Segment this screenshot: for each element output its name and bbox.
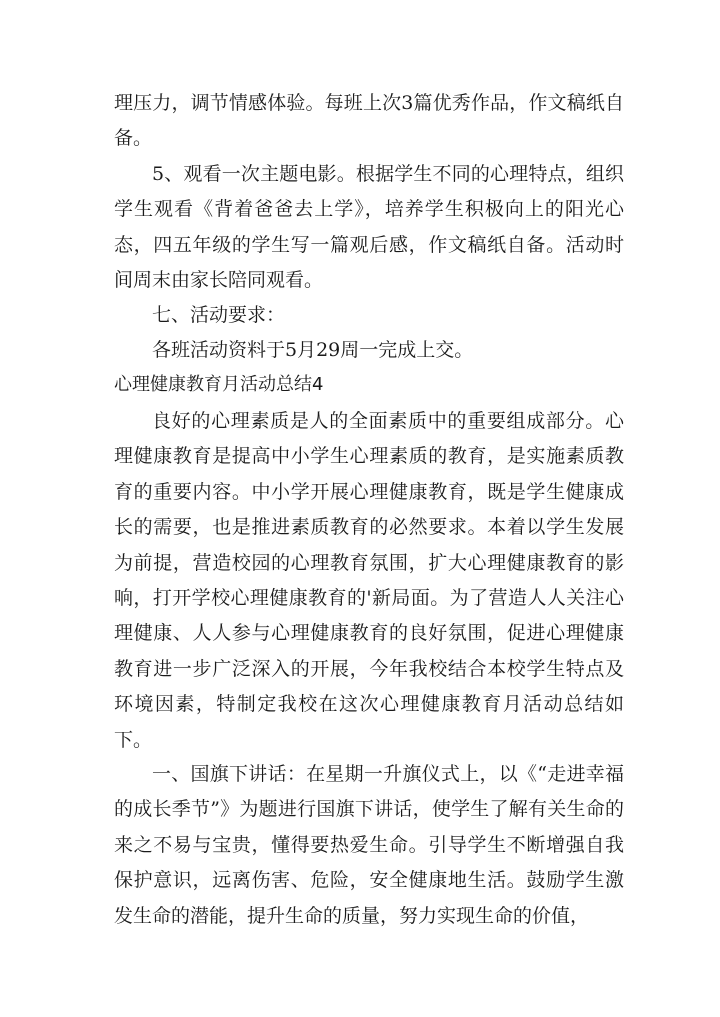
paragraph-intro: 良好的心理素质是人的全面素质中的重要组成部分。心理健康教育是提高中小学生心理素质的教育，是实施素质教育的重要内容。中小学开展心理健康教育，既是学生健康成长的需要，也是推进素质教育的必然要求。本着以学生发展为前提，营造校园的心理教育氛围，扩大心理健康教育的影响，打开学校心理健康教育的'新局面。为了营造人人关注心理健康、人人参与心理健康教育的良好氛围，促进心理健康教育进一步广泛深入的开展，今年我校结合本校学生特点及环境因素，特制定我校在这次心理健康教育月活动总结如下。 <box>114 410 624 751</box>
paragraph-item-1-flag-speech: 一、国旗下讲话：在星期一升旗仪式上，以《“走进幸福的成长季节”》为题进行国旗下讲话，使学生了解有关生命的来之不易与宝贵，懂得要热爱生命。引导学生不断增强自我保护意识，远离伤害、危险，安全健康地生活。鼓励学生激发生命的潜能，提升生命的质量，努力实现生命的价值， <box>114 763 624 927</box>
paragraph-continuation: 理压力，调节情感体验。每班上次3篇优秀作品，作文稿纸自备。 <box>114 92 624 150</box>
paragraph-submission-deadline: 各班活动资料于5月29周一完成上交。 <box>152 339 474 361</box>
paragraph-item-5: 5、观看一次主题电影。根据学生不同的心理特点，组织学生观看《背着爸爸去上学》，培养学生积极向上的阳光心态，四五年级的学生写一篇观后感，作文稿纸自备。活动时间周末由家长陪同观看。 <box>114 163 624 292</box>
section-heading-activity-requirements: 七、活动要求： <box>152 304 286 326</box>
section-title-summary-4: 心理健康教育月活动总结4 <box>114 374 324 395</box>
